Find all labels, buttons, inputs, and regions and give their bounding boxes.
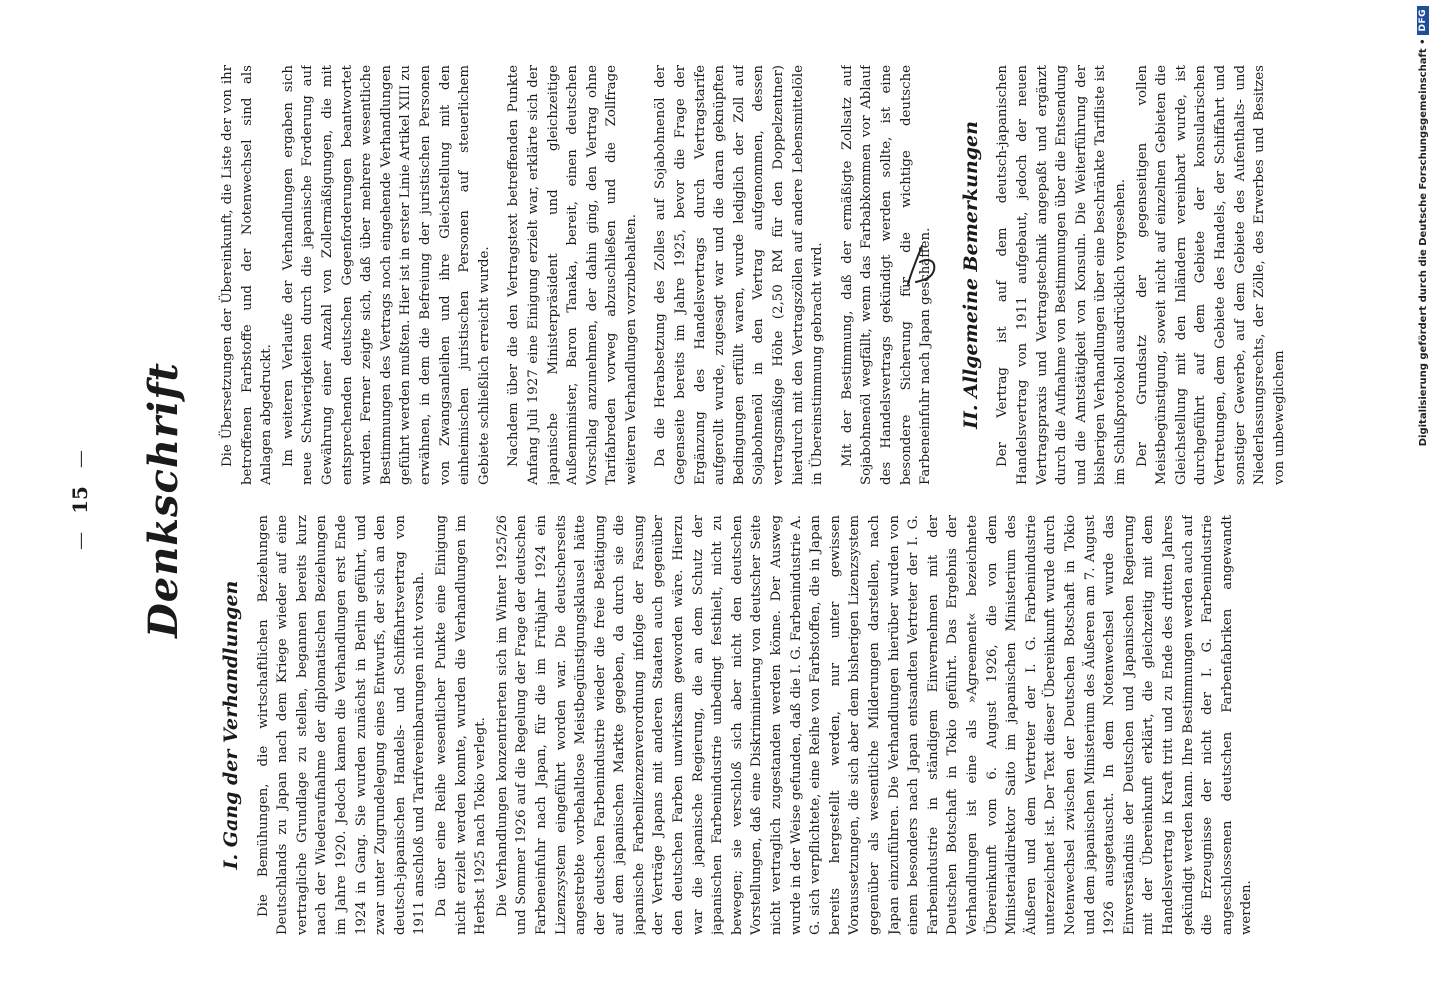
page-number-row: [65, 0, 95, 1000]
paragraph: Da über eine Reihe wesentlicher Punkte eine Einigung nicht erzielt werden konnte, wurden die Verhandlungen im Herbst 1925 nach Tokio verlegt.: [433, 515, 489, 935]
dash-right: —: [69, 450, 91, 469]
page-number: 15: [68, 486, 92, 514]
paragraph: Die Übersetzungen der Übereinkunft, die Liste der von ihr betroffenen Farbstoffe und der Notenwechsel sind als Anlagen abgedruckt.: [220, 65, 275, 485]
right-column: [218, 65, 1288, 485]
document-title: Denkschrift: [140, 362, 187, 638]
left-column: [218, 515, 1288, 935]
dfg-logo: DFG: [1417, 6, 1429, 35]
paragraph: Nachdem über die den Vertragstext betreffenden Punkte Anfang Juli 1927 eine Einigung erzielt war, erklärte sich der japanische Ministerpräsident und gleichzeitige Außenminister, Baron Tanaka, bereit, einen deutschen Vorschlag anzunehmen, der dahin ging, den Vertrag ohne Tarifabreden vorweg abzuschließen und die Zollfrage weiteren Verhandlungen vorzubehalten.: [506, 65, 639, 485]
paragraph: Da die Herabsetzung des Zolles auf Sojabohnenöl der Gegenseite bereits im Jahre 1925, bevor die Frage der Ergänzung des Handelsvertrags durch Vertragstarife aufgerollt wurde, zugesagt war und die daran geknüpften Bedingungen erfüllt waren, wurde lediglich der Zoll auf Sojabohnenöl in den Vertrag aufgenommen, dessen vertragsmäßige Höhe (2,50 RM für den Doppelzentner) hierdurch mit den Vertragszöllen auf andere Lebensmittelöle in Übereinstimmung gebracht wird.: [653, 65, 826, 485]
credit-text: Digitalisierung gefördert durch die Deutsche Forschungsgemeinschaft •: [1417, 38, 1429, 447]
paragraph: Die Verhandlungen konzentrierten sich im Winter 1925/26 und Sommer 1926 auf die Regelung der Frage der deutschen Farbeneinfuhr nach Japan, für die im Frühjahr 1924 ein Lizenzsystem eingeführt worden war. Die deutscherseits angestrebte vorbehaltlose Meistbegünstigungsklausel hätte der deutschen Farbenindustrie wieder die freie Betätigung auf dem japanischen Markte gegeben, da durch sie die japanische Farbenlizenzenverordnung infolge der Fassung der Verträge Japans mit anderen Staaten auch gegenüber den deutschen Farben unwirksam geworden wäre. Hierzu war die japanische Regierung, die an dem Schutz der japanischen Farbenindustrie unbedingt festhielt, nicht zu bewegen; sie verschloß sich aber nicht den deutschen Vorstellungen, daß eine Diskriminierung von deutscher Seite nicht vertraglich zugestanden werden könne. Der Ausweg wurde in der Weise gefunden, daß die I. G. Farbenindustrie A. G. sich verpflichtete, eine Reihe von Farbstoffen, die in Japan bereits hergestellt werden, nur unter gewissen Voraussetzungen, die sich aber dem bisherigen Lizenzsystem gegenüber als wesentliche Milderungen darstellen, nach Japan einzuführen. Die Verhandlungen hierüber wurden von einem besonders nach Japan entsandten Vertreter der I. G. Farbenindustrie in ständigem Einvernehmen mit der Deutschen Botschaft in Tokio geführt. Das Ergebnis der Verhandlungen ist eine als »Agreement« bezeichnete Übereinkunft vom 6. August 1926, die von dem Ministerialdirektor Saito im japanischen Ministerium des Äußeren und dem Vertreter der I. G. Farbenindustrie unterzeichnet ist. Der Text dieser Übereinkunft wurde durch Notenwechsel zwischen der Deutschen Botschaft in Tokio und dem japanischen Ministerium des Äußeren am 7. August 1926 ausgetauscht. In dem Notenwechsel wurde das Einverständnis der Deutschen und Japanischen Regierung mit der Übereinkunft erklärt, die gleichzeitig mit dem Handelsvertrag in Kraft tritt und zu Ende des dritten Jahres gekündigt werden kann. Ihre Bestimmungen werden auch auf die Erzeugnisse der nicht der I. G. Farbenindustrie angeschlossenen deutschen Farbenfabriken angewandt werden.: [494, 515, 1255, 935]
digitization-credit: [1412, 0, 1434, 1000]
dash-left: —: [69, 531, 91, 550]
paragraph: Der Vertrag ist auf dem deutsch-japanischen Handelsvertrag von 1911 aufgebaut, jedoch der neuen Vertragspraxis und Vertragstechnik angepaßt und ergänzt durch die Aufnahme von Bestimmungen über die Entsendung und die Amtstätigkeit von Konsuln. Die Weiterführung der bisherigen Verhandlungen über eine beschränkte Tarifliste ist im Schlußprotokoll ausdrücklich vorgesehen.: [995, 65, 1128, 485]
handwritten-mark-icon: [898, 240, 948, 290]
section-heading-2: II. Allgemeine Bemerkungen: [959, 121, 982, 429]
paragraph: Der Grundsatz der gegenseitigen vollen Meistbegünstigung, soweit nicht auf einzelnen Gebieten die Gleichstellung mit den Inländern vereinbart wurde, ist durchgeführt auf dem Gebiete der konsularischen Vertretungen, dem Gebiete des Handels, der Schiffahrt und sonstiger Gewerbe, auf dem Gebiete des Aufenthalts- und Niederlassungsrechts, der Zölle, des Erwerbes und Besitzes von unbeweglichem: [1134, 65, 1287, 485]
paragraph: Im weiteren Verlaufe der Verhandlungen ergaben sich neue Schwierigkeiten durch die japanische Forderung auf Gewährung einer Anzahl von Zollermäßigungen, die mit entsprechenden deutschen Gegenforderungen beantwortet wurden. Ferner zeigte sich, daß über mehrere wesentliche Bestimmungen des Vertrags noch eingehende Verhandlungen geführt werden mußten. Hier ist in erster Linie Artikel XIII zu erwähnen, in dem die Befreiung der juristischen Personen von Zwangsanleihen und ihre Gleichstellung mit den einheimischen juristischen Personen auf steuerlichem Gebiete schließlich erreicht wurde.: [280, 65, 492, 485]
section-heading-1: I. Gang der Verhandlungen: [220, 580, 242, 870]
paragraph: Mit der Bestimmung, daß der ermäßigte Zollsatz auf Sojabohnenöl wegfällt, wenn das Farbabkommen vor Ablauf des Handelsvertrags gekündigt werden sollte, ist eine besondere Sicherung für die wichtige deutsche Farbeneinfuhr nach Japan geschaffen.: [839, 65, 934, 485]
paragraph: Die Bemühungen, die wirtschaftlichen Beziehungen Deutschlands zu Japan nach dem Kriege wieder auf eine vertragliche Grundlage zu stellen, begannen bereits kurz nach der Wiederaufnahme der diplomatischen Beziehungen im Jahre 1920. Jedoch kamen die Verhandlungen erst Ende 1924 in Gang. Sie wurden zunächst in Berlin geführt, und zwar unter Zugrundelegung eines Entwurfs, der sich an den deutsch-japanischen Handels- und Schiffahrtsvertrag von 1911 anschloß und Tarifvereinbarungen nicht vorsah.: [255, 515, 428, 935]
